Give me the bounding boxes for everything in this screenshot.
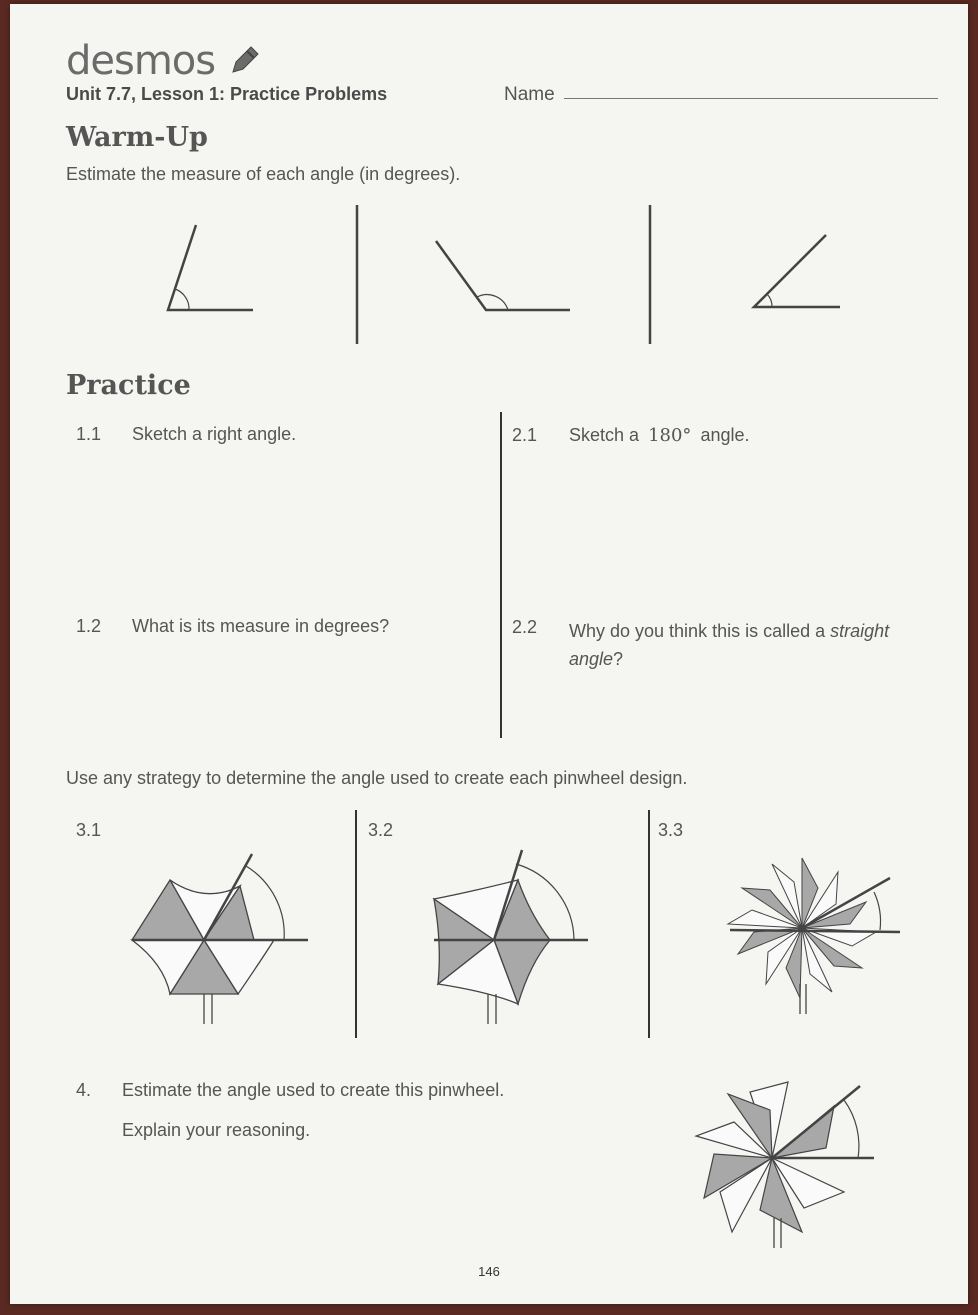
question-2-2-text-before: Why do you think this is called a xyxy=(569,621,826,641)
question-number: 2.1 xyxy=(512,425,538,445)
pinwheel-3-1 xyxy=(120,844,320,1034)
question-2-1-text-before: Sketch a xyxy=(569,425,640,445)
pinwheel-number: 3.1 xyxy=(76,820,102,840)
question-number: 1.1 xyxy=(76,424,102,444)
warmup-angle-1 xyxy=(168,225,253,310)
question-2-1-text-after: angle. xyxy=(700,425,750,445)
pinwheel-3-2 xyxy=(410,844,610,1034)
pinwheel-number: 3.3 xyxy=(658,820,684,840)
warmup-angle-2 xyxy=(436,241,570,310)
question-4-followup: Explain your reasoning. xyxy=(122,1120,311,1140)
question-2-1-text xyxy=(569,425,749,446)
warmup-instruction: Estimate the measure of each angle (in degrees). xyxy=(66,164,461,184)
question-2-1-value: 180° xyxy=(648,425,692,446)
pinwheel-instruction: Use any strategy to determine the angle used to create each pinwheel design. xyxy=(66,768,688,788)
pinwheel-divider-1 xyxy=(355,810,357,1038)
pinwheel-divider-2 xyxy=(648,810,650,1038)
name-label: Name xyxy=(504,84,555,105)
question-number: 2.2 xyxy=(512,617,538,637)
practice-heading: Practice xyxy=(66,370,191,401)
warmup-angle-3 xyxy=(754,235,840,307)
question-4-text: Estimate the angle used to create this pinwheel. xyxy=(122,1080,505,1100)
question-number: 1.2 xyxy=(76,616,102,636)
unit-title: Unit 7.7, Lesson 1: Practice Problems xyxy=(66,84,388,104)
desmos-logo xyxy=(66,38,261,84)
question-1-1-text: Sketch a right angle. xyxy=(132,424,297,444)
logo-text: desmos xyxy=(66,38,216,84)
question-2-2-emphasis: straight angle xyxy=(569,621,890,669)
question-number: 4. xyxy=(76,1080,92,1100)
pinwheel-3-3 xyxy=(710,844,910,1019)
question-2-2-text xyxy=(569,617,939,673)
name-field-line[interactable] xyxy=(564,98,938,99)
page-number: 146 xyxy=(478,1264,500,1279)
question-2-2-text-after: ? xyxy=(613,649,624,669)
question-1-2-text: What is its measure in degrees? xyxy=(132,616,390,636)
pinwheel-4 xyxy=(684,1070,884,1255)
warmup-heading: Warm-Up xyxy=(66,122,208,153)
practice-divider xyxy=(500,412,502,738)
pencil-icon xyxy=(227,42,261,76)
pinwheel-number: 3.2 xyxy=(368,820,394,840)
worksheet-page xyxy=(10,4,968,1304)
warmup-angles xyxy=(10,199,968,349)
